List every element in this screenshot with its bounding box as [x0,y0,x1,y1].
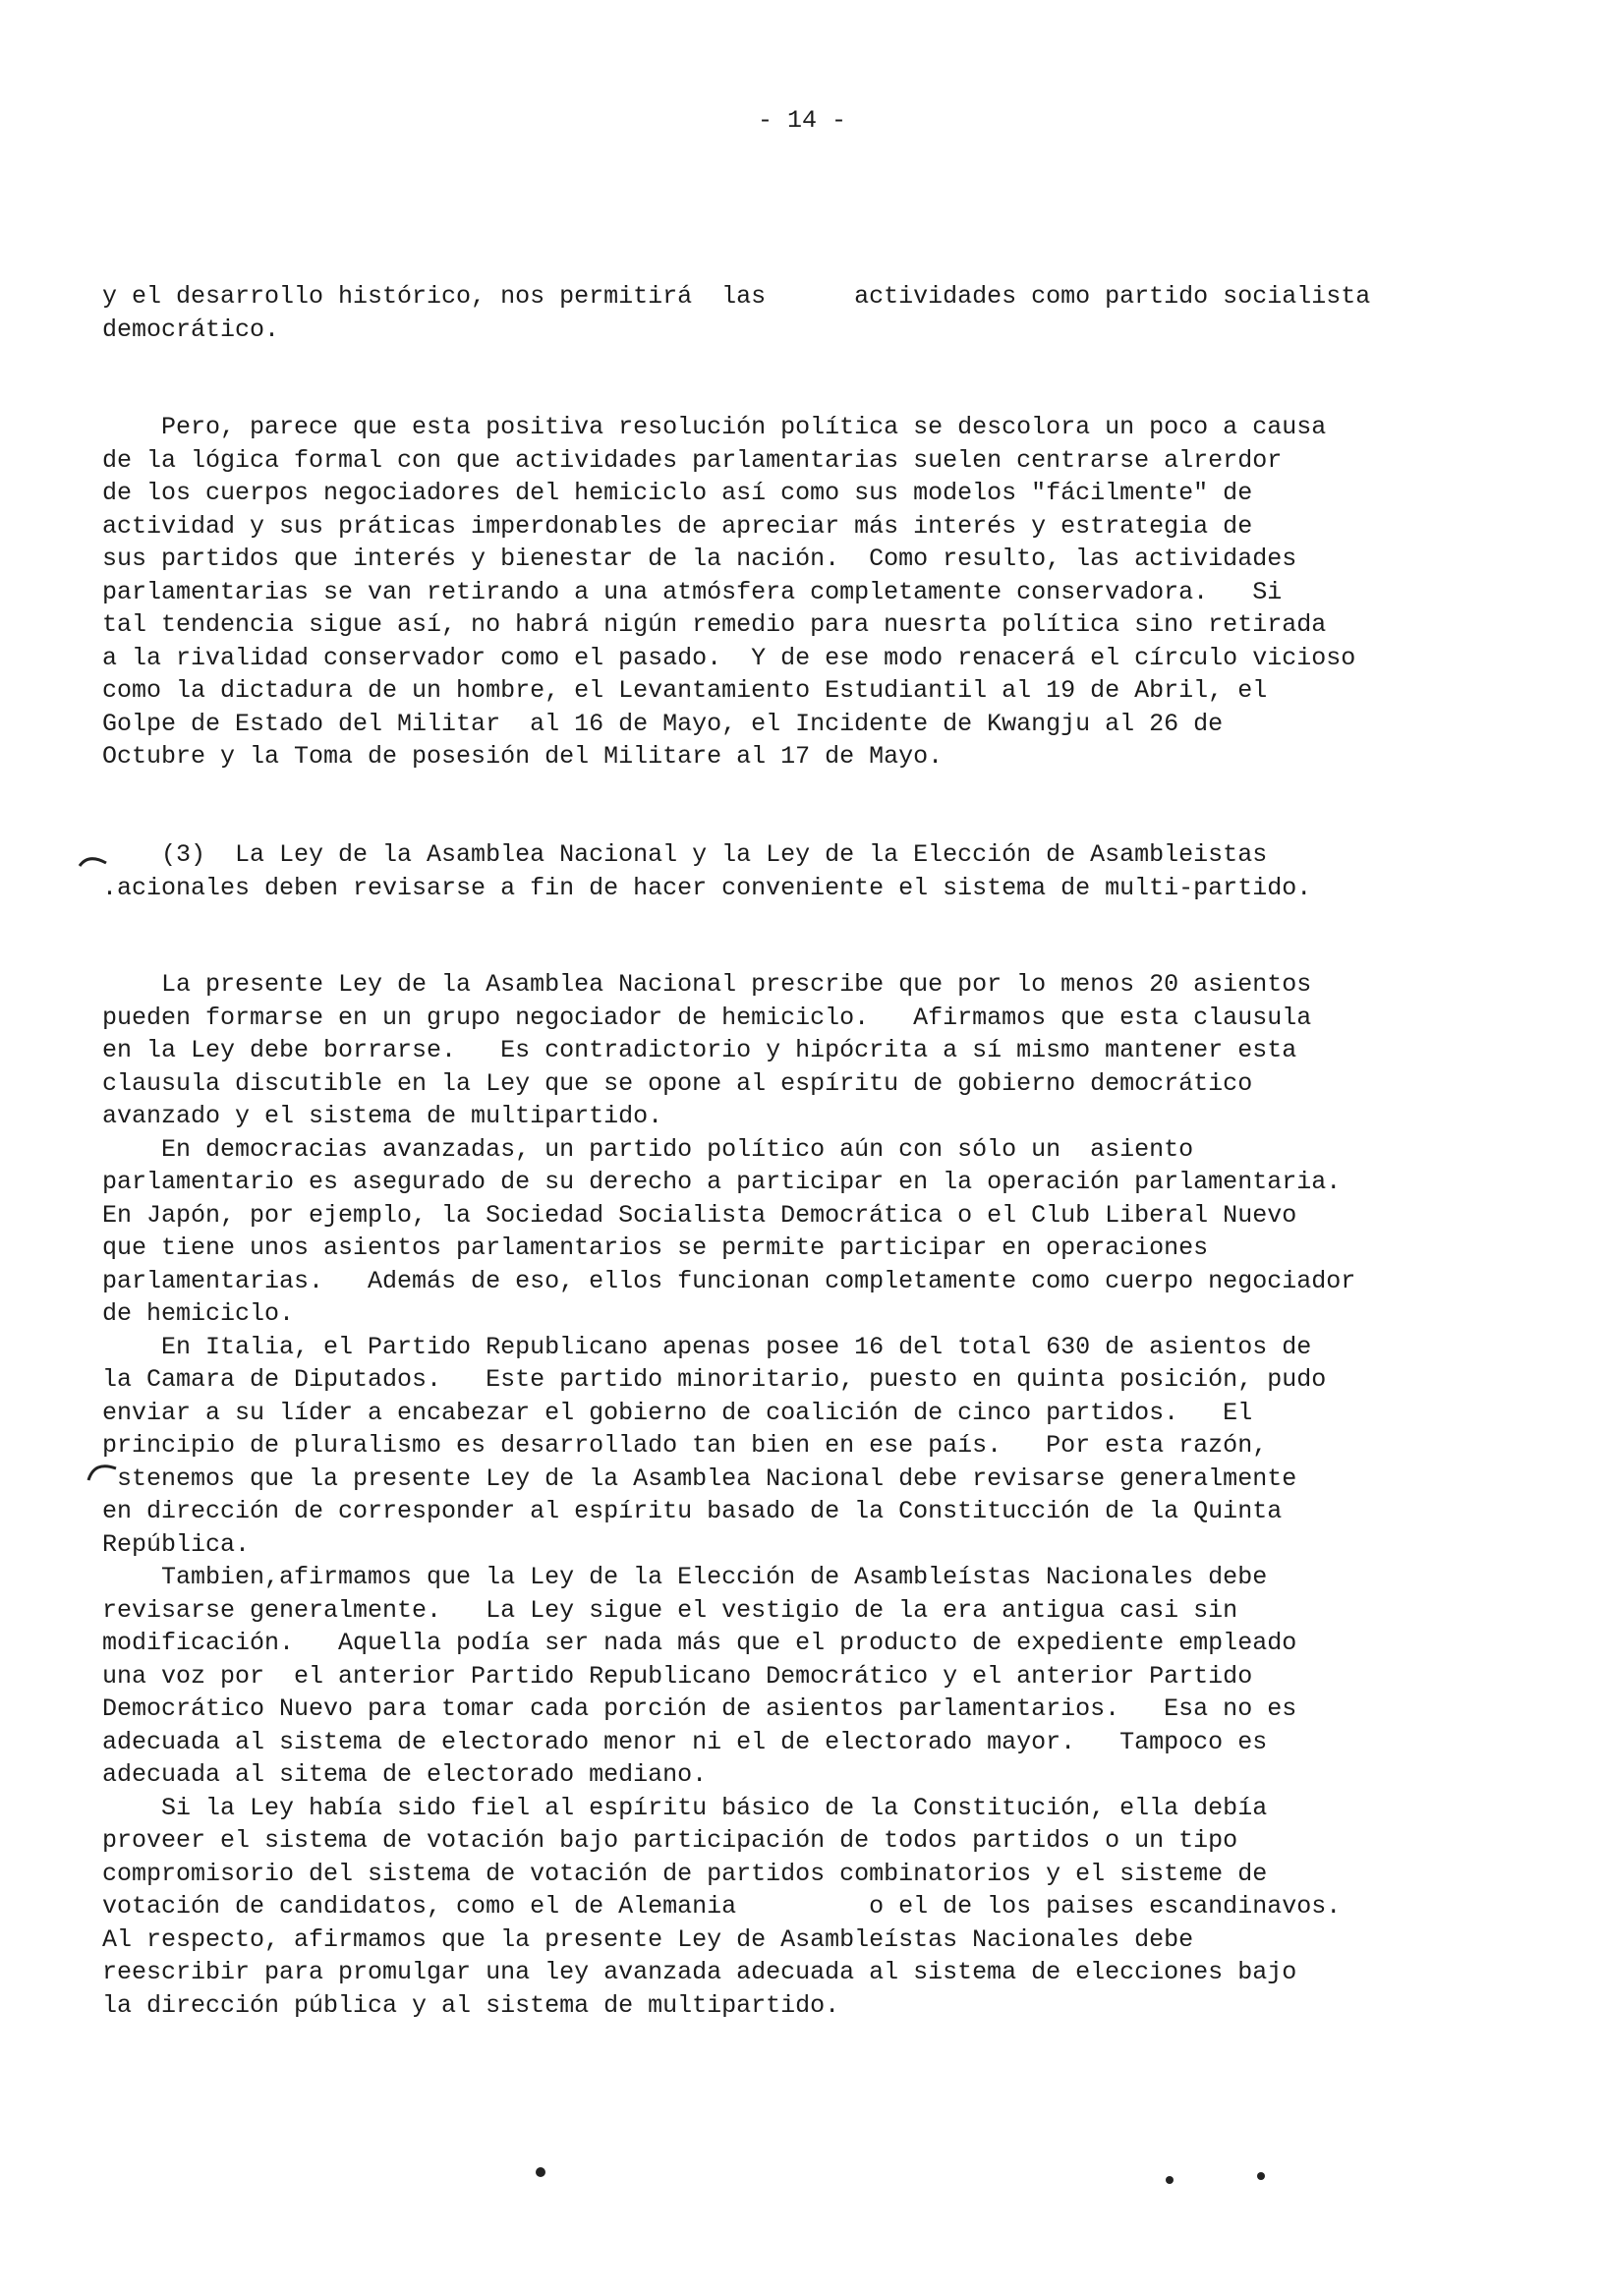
text-line: de los cuerpos negociadores del hemiciclo así como sus modelos "fácilmente" de [102,479,1253,507]
text-line: y el desarrollo histórico, nos permitirá las actividades como partido socialista [102,282,1371,311]
page-number: - 14 - [757,106,846,135]
text-line: principio de pluralismo es desarrollado tan bien en ese país. Por esta razón, [102,1431,1268,1460]
scan-dot-icon [531,2162,550,2182]
text-line: sus partidos que interés y bienestar de la nación. Como resulto, las actividades [102,545,1297,573]
text-line: clausula discutible en la Ley que se opone al espíritu de gobierno democrático [102,1068,1253,1098]
text-line: República. [102,1529,251,1559]
text-line: votación de candidatos, como el de Alemania o el de los paises escandinavos. [102,1892,1342,1921]
margin-mark-icon [77,851,110,869]
text-line: adecuada al sitema de electorado mediano. [102,1760,708,1789]
text-line: actividad y sus práticas imperdonables de apreciar más interés y estrategia de [102,511,1253,541]
text-line: stenemos que la presente Ley de la Asamblea Nacional debe revisarse generalmente [102,1464,1297,1493]
text-line: Octubre y la Toma de posesión del Militare al 17 de Mayo. [102,742,944,771]
text-line: En Italia, el Partido Republicano apenas posee 16 del total 630 de asientos de [102,1332,1312,1361]
text-line: avanzado y el sistema de multipartido. [102,1102,663,1130]
text-line: adecuada al sistema de electorado menor ni el de electorado mayor. Tampoco es [102,1727,1268,1756]
scan-dot-icon [1160,2170,1179,2190]
text-line: En Japón, por ejemplo, la Sociedad Socialista Democrática o el Club Liberal Nuevo [102,1200,1297,1230]
text-line: (3) La Ley de la Asamblea Nacional y la Ley de la Elección de Asambleistas [102,840,1268,869]
margin-mark-icon [85,1459,120,1484]
text-line: reescribir para promulgar una ley avanzada adecuada al sistema de elecciones bajo [102,1958,1297,1986]
text-line: .acionales deben revisarse a fin de hacer conveniente el sistema de multi-partido. [102,873,1312,902]
text-line: a la rivalidad conservador como el pasado. Y de ese modo renacerá el círculo vicioso [102,643,1356,672]
text-line: parlamentarias. Además de eso, ellos funcionan completamente como cuerpo negociador [102,1266,1356,1295]
text-line: una voz por el anterior Partido Republicano Democrático y el anterior Partido [102,1661,1253,1691]
text-line: en la Ley debe borrarse. Es contradictorio y hipócrita a sí mismo mantener esta [102,1036,1297,1064]
paragraph-pero [102,411,1527,774]
text-line: la Camara de Diputados. Este partido minoritario, puesto en quinta posición, pudo [102,1365,1327,1394]
text-line: Tambien,afirmamos que la Ley de la Elección de Asambleístas Nacionales debe [102,1563,1268,1591]
text-line: modificación. Aquella podía ser nada más que el producto de expediente empleado [102,1629,1297,1657]
text-line: democrático. [102,315,280,344]
text-line: Al respecto, afirmamos que la presente Ley de Asambleístas Nacionales debe [102,1924,1194,1954]
text-line: Democrático Nuevo para tomar cada porción de asientos parlamentarios. Esa no es [102,1694,1297,1723]
text-line: Si la Ley había sido fiel al espíritu básico de la Constitución, ella debía [102,1793,1268,1822]
text-line: parlamentarias se van retirando a una atmósfera completamente conservadora. Si [102,577,1283,606]
section-heading-3 [102,838,1527,904]
paragraph-continuation [102,280,1527,346]
text-line: proveer el sistema de votación bajo participación de todos partidos o un tipo [102,1826,1238,1855]
text-line: compromisorio del sistema de votación de partidos combinatorios y el sisteme de [102,1859,1268,1888]
text-line: en dirección de corresponder al espíritu basado de la Constitucción de la Quinta [102,1497,1283,1525]
text-line: Pero, parece que esta positiva resolución política se descolora un poco a causa [102,413,1327,441]
text-line: enviar a su líder a encabezar el gobierno de coalición de cinco partidos. El [102,1398,1253,1427]
text-line: de la lógica formal con que actividades parlamentarias suelen centrarse alrerdor [102,445,1283,475]
text-line: La presente Ley de la Asamblea Nacional prescribe que por lo menos 20 asientos [102,970,1312,999]
text-line: la dirección pública y al sistema de multipartido. [102,1990,840,2020]
text-line: que tiene unos asientos parlamentarios se permite participar en operaciones [102,1234,1209,1262]
scan-dot-icon [1251,2166,1271,2186]
text-line: como la dictadura de un hombre, el Levantamiento Estudiantil al 19 de Abril, el [102,676,1268,705]
text-line: pueden formarse en un grupo negociador de hemiciclo. Afirmamos que esta clausula [102,1003,1312,1032]
text-line: revisarse generalmente. La Ley sigue el vestigio de la era antigua casi sin [102,1595,1238,1625]
text-line: En democracias avanzadas, un partido político aún con sólo un asiento [102,1134,1194,1164]
text-line: parlamentario es asegurado de su derecho a participar en la operación parlamentaria. [102,1168,1342,1196]
text-line: Golpe de Estado del Militar al 16 de Mayo, el Incidente de Kwangju al 26 de [102,709,1224,738]
text-line: tal tendencia sigue así, no habrá nigún remedio para nuesrta política sino retirada [102,610,1327,639]
text-line: de hemiciclo. [102,1299,295,1328]
section-body [102,968,1527,2022]
